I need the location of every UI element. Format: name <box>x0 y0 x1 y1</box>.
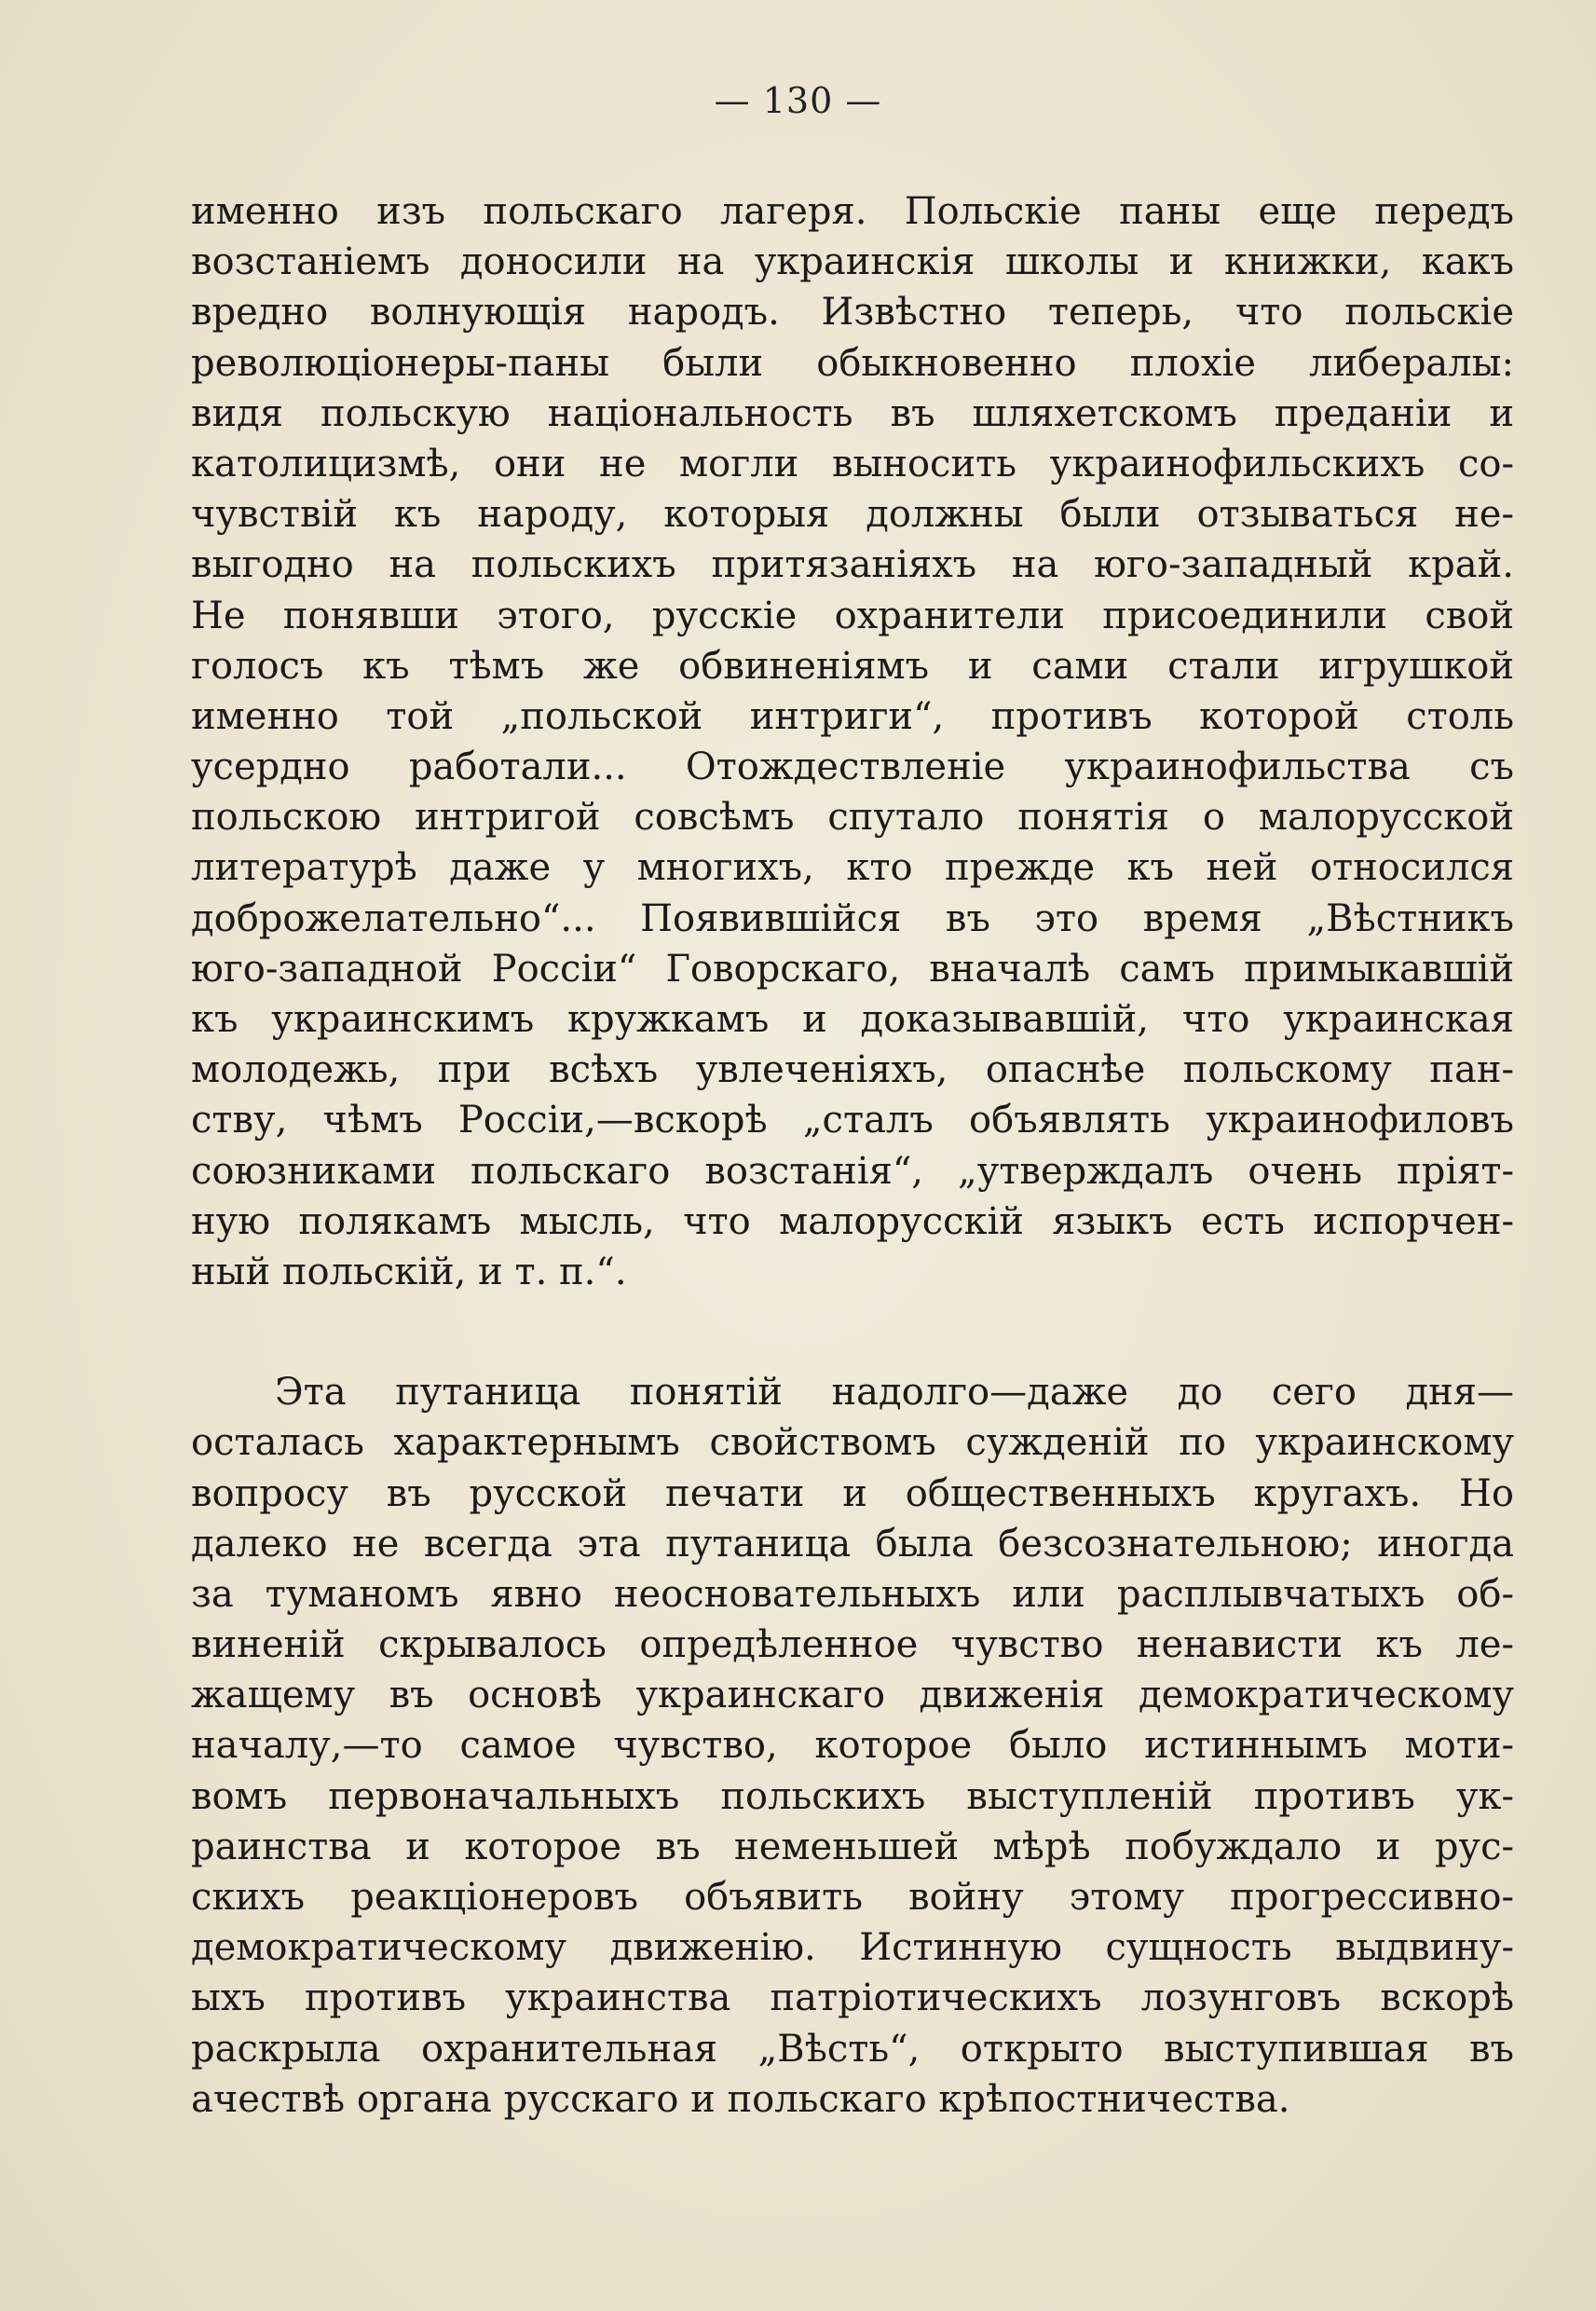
text-line: за туманомъ явно неосновательныхъ или расплывчатыхъ об- <box>191 1572 1514 1616</box>
text-line: началу,—то самое чувство, которое было истиннымъ моти- <box>191 1724 1514 1768</box>
paragraph-1 <box>191 186 1514 1297</box>
text-line: демократическому движенію. Истинную сущность выдвину- <box>191 1926 1514 1970</box>
text-line: литературѣ даже у многихъ, кто прежде къ ней относился <box>191 846 1514 890</box>
text-line: именно той „польской интриги“, противъ которой столь <box>191 694 1514 738</box>
text-line: ству, чѣмъ Россіи,—вскорѣ „сталъ объявлять украинофиловъ <box>191 1099 1514 1142</box>
text-line: возстаніемъ доносили на украинскія школы и книжки, какъ <box>191 240 1514 284</box>
text-line: вопросу въ русской печати и общественныхъ кругахъ. Но <box>191 1471 1514 1515</box>
text-line: вредно волнующія народъ. Извѣстно теперь, что польскіе <box>191 291 1514 335</box>
text-line: раскрыла охранительная „Вѣсть“, открыто выступившая въ <box>191 2027 1514 2071</box>
text-line: союзниками польскаго возстанія“, „утверждалъ очень пріят- <box>191 1149 1514 1193</box>
text-line: далеко не всегда эта путаница была безсознательною; иногда <box>191 1522 1514 1566</box>
text-line: именно изъ польскаго лагеря. Польскіе паны еще передъ <box>191 190 1514 233</box>
text-line: къ украинскимъ кружкамъ и доказывавшій, что украинская <box>191 998 1514 1041</box>
text-line: юго-западной Россіи“ Говорскаго, вначалѣ самъ примыкавшій <box>191 947 1514 991</box>
text-line: ачествѣ органа русскаго и польскаго крѣпостничества. <box>191 2077 1290 2121</box>
text-line: усердно работали... Отождествленіе украинофильства съ <box>191 745 1514 789</box>
paragraph-2 <box>191 1367 1514 2125</box>
text-line: молодежь, при всѣхъ увлеченіяхъ, опаснѣе польскому пан- <box>191 1048 1514 1092</box>
text-line: Эта путаница понятій надолго—даже до сего дня— <box>275 1371 1514 1415</box>
text-line: раинства и которое въ неменьшей мѣрѣ побуждало и рус- <box>191 1825 1514 1868</box>
text-line: видя польскую національность въ шляхетскомъ преданіи и <box>191 391 1514 435</box>
paragraph-gap <box>191 1297 1514 1367</box>
text-line: чувствій къ народу, которыя должны были отзываться не- <box>191 493 1514 537</box>
text-line: жащему въ основѣ украинскаго движенія демократическому <box>191 1674 1514 1717</box>
body-text <box>191 186 1514 2125</box>
text-line: католицизмѣ, они не могли выносить украинофильскихъ со- <box>191 442 1514 485</box>
text-line: ную полякамъ мысль, что малорусскій языкъ есть испорчен- <box>191 1199 1514 1243</box>
text-line: ный польскій, и т. п.“. <box>191 1250 627 1293</box>
text-line: виненій скрывалось опредѣленное чувство ненависти къ ле- <box>191 1623 1514 1667</box>
page-number: — 130 — <box>714 80 882 121</box>
text-line: ыхъ противъ украинства патріотическихъ лозунговъ вскорѣ <box>191 1976 1514 2020</box>
text-line: выгодно на польскихъ притязаніяхъ на юго-западный край. <box>191 543 1514 587</box>
text-line: революціонеры-паны были обыкновенно плохіе либералы: <box>191 341 1514 385</box>
text-line: Не понявши этого, русскіе охранители присоединили свой <box>191 594 1514 637</box>
text-line: польскою интригой совсѣмъ спутало понятія о малорусской <box>191 796 1514 840</box>
text-line: осталась характернымъ свойствомъ сужденій по украинскому <box>191 1421 1514 1465</box>
text-line: доброжелательно“... Появившійся въ это время „Вѣстникъ <box>191 896 1514 940</box>
text-line: вомъ первоначальныхъ польскихъ выступленій противъ ук- <box>191 1774 1514 1818</box>
text-line: скихъ реакціонеровъ объявить войну этому прогрессивно- <box>191 1876 1514 1919</box>
text-line: голосъ къ тѣмъ же обвиненіямъ и сами стали игрушкой <box>191 644 1514 688</box>
